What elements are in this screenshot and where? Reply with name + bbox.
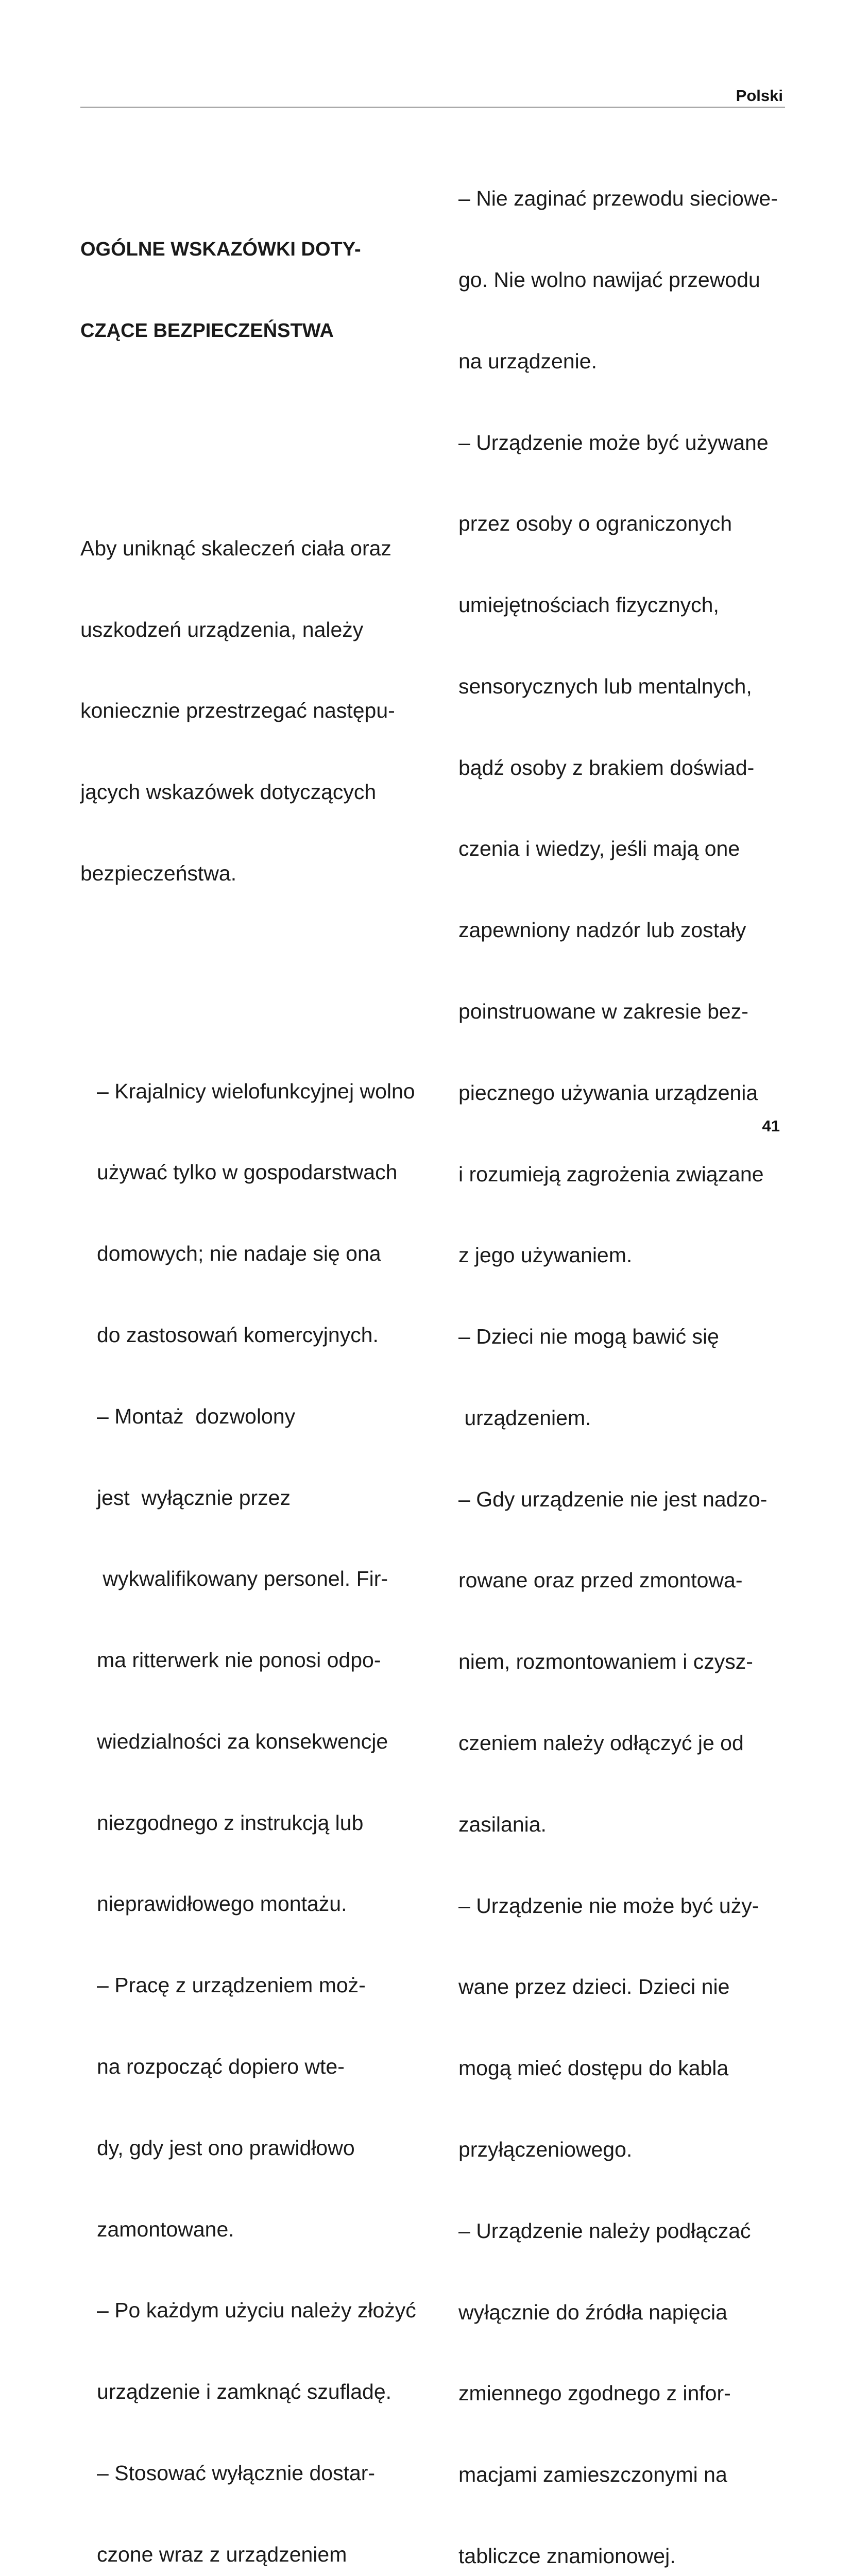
instruction-line: wiedzialności za konsekwencje: [97, 1729, 388, 1753]
instruction-line: rowane oraz przed zmontowa-: [458, 1568, 743, 1592]
intro-line: bezpieczeństwa.: [80, 861, 237, 885]
instruction-line: jest wyłącznie przez: [97, 1485, 291, 1510]
instruction-line: sensorycznych lub mentalnych,: [458, 674, 752, 698]
instruction-line: urządzenie i zamknąć szufladę.: [97, 2380, 392, 2404]
intro-line: Aby uniknąć skaleczeń ciała oraz: [80, 536, 391, 560]
instruction-line: go. Nie wolno nawijać przewodu: [458, 267, 760, 292]
instruction-line: – Urządzenie może być używane: [458, 430, 769, 454]
intro-paragraph: [80, 481, 441, 941]
intro-line: uszkodzeń urządzenia, należy: [80, 617, 364, 641]
instruction-line: – Gdy urządzenie nie jest nadzo-: [458, 1487, 768, 1511]
instruction-line: wane przez dzieci. Dzieci nie: [458, 1975, 730, 1999]
instruction-line: urządzeniem.: [458, 1405, 591, 1430]
intro-line: jących wskazówek dotyczących: [80, 780, 377, 804]
instruction-line: niem, rozmontowaniem i czysz-: [458, 1650, 753, 1674]
section-title: [80, 182, 441, 398]
instruction-line: czenia i wiedzy, jeśli mają one: [458, 837, 740, 861]
instruction-line: ma ritterwerk nie ponosi odpo-: [97, 1648, 381, 1672]
instruction-line: – Pracę z urządzeniem moż-: [97, 1973, 366, 1997]
instruction-line: – Urządzenie należy podłączać: [458, 2218, 751, 2243]
instruction-line: – Dzieci nie mogą bawić się: [458, 1325, 719, 1349]
left-column: [80, 128, 441, 2576]
instruction-line: używać tylko w gospodarstwach: [97, 1160, 398, 1184]
instruction-line: tabliczce znamionowej.: [458, 2544, 676, 2568]
instruction-line: bądź osoby z brakiem doświad-: [458, 755, 755, 779]
instruction-line: macjami zamieszczonymi na: [458, 2463, 727, 2487]
instruction-line: czeniem należy odłączyć je od: [458, 1731, 744, 1755]
instruction-line: do zastosowań komercyjnych.: [97, 1323, 379, 1347]
instruction-line: dy, gdy jest ono prawidłowo: [97, 2136, 355, 2160]
instruction-line: z jego używaniem.: [458, 1243, 633, 1267]
header-language-label: Polski: [736, 87, 783, 105]
instruction-line: zamontowane.: [97, 2217, 234, 2241]
instruction-line: wykwalifikowany personel. Fir-: [97, 1567, 388, 1591]
instruction-line: – Montaż dozwolony: [97, 1404, 296, 1428]
instruction-line: na urządzenie.: [458, 349, 597, 373]
instruction-line: umiejętnościach fizycznych,: [458, 593, 719, 617]
instruction-line: i rozumieją zagrożenia związane: [458, 1162, 764, 1186]
instruction-line: czone wraz z urządzeniem: [97, 2542, 347, 2566]
instruction-line: zapewniony nadzór lub zostały: [458, 918, 746, 942]
instruction-line: – Nie zaginać przewodu sieciowe-: [458, 187, 778, 211]
instruction-line: mogą mieć dostępu do kabla: [458, 2056, 729, 2080]
instruction-line: domowych; nie nadaje się ona: [97, 1242, 381, 1266]
instruction-line: niezgodnego z instrukcją lub: [97, 1810, 364, 1835]
section-title-line: OGÓLNE WSKAZÓWKI DOTY-: [80, 239, 361, 261]
instruction-line: wyłącznie do źródła napięcia: [458, 2300, 727, 2324]
instruction-line: nieprawidłowego montażu.: [97, 1892, 347, 1916]
instruction-line: zmiennego zgodnego z infor-: [458, 2381, 731, 2405]
instruction-line: przyłączeniowego.: [458, 2137, 633, 2161]
instruction-line: przez osoby o ograniczonych: [458, 512, 732, 536]
instruction-line: piecznego używania urządzenia: [458, 1080, 758, 1105]
instruction-line: – Po każdym użyciu należy złożyć: [97, 2298, 416, 2323]
instruction-line: na rozpocząć dopiero wte-: [97, 2054, 345, 2078]
header-divider: [80, 107, 785, 108]
instruction-line: zasilania.: [458, 1812, 547, 1836]
instruction-line: – Krajalnicy wielofunkcyjnej wolno: [97, 1079, 415, 1103]
page-number: 41: [762, 1117, 780, 1135]
instruction-line: – Urządzenie nie może być uży-: [458, 1893, 759, 1918]
safety-instructions-list: [80, 1023, 441, 2576]
right-column: [458, 131, 788, 2576]
instruction-line: poinstruowane w zakresie bez-: [458, 999, 748, 1023]
intro-line: koniecznie przestrzegać następu-: [80, 699, 395, 723]
section-title-line: CZĄCE BEZPIECZEŃSTWA: [80, 319, 334, 342]
instruction-line: – Stosować wyłącznie dostar-: [97, 2461, 376, 2485]
